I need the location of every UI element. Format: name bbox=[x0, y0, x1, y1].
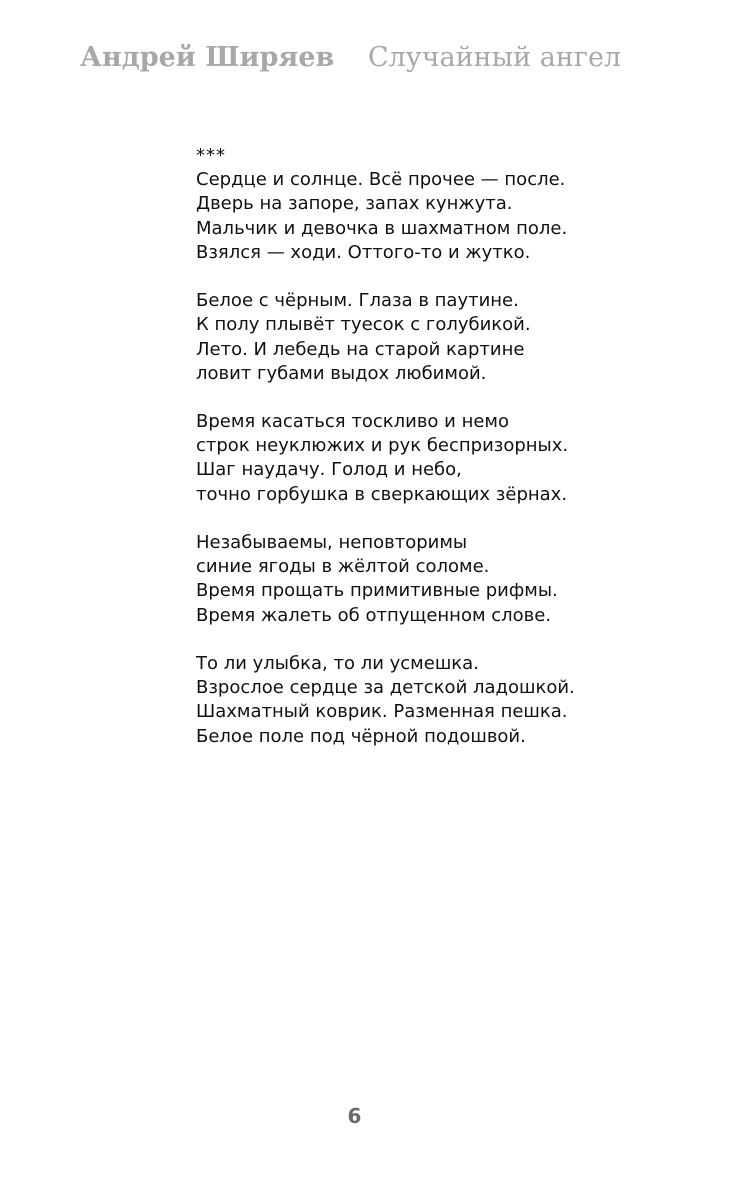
poem-line: К полу плывёт туесок с голубикой. bbox=[196, 314, 531, 336]
page-number: 6 bbox=[347, 1104, 362, 1128]
running-header bbox=[80, 42, 700, 78]
poem-line: синие ягоды в жёлтой соломе. bbox=[196, 556, 490, 578]
poem-line: Взрослое сердце за детской ладошкой. bbox=[196, 677, 575, 699]
header-author: Андрей Ширяев bbox=[80, 42, 335, 73]
poem-line: То ли улыбка, то ли усмешка. bbox=[196, 652, 479, 674]
poem-line: Взялся — ходи. Оттого-то и жутко. bbox=[196, 241, 531, 263]
stanza-3 bbox=[196, 410, 676, 507]
poem-line: Время жалеть об отпущенном слове. bbox=[196, 604, 552, 626]
poem-line: Незабываемы, неповторимы bbox=[196, 532, 468, 553]
poem-line: Время касаться тоскливо и немо bbox=[196, 411, 510, 433]
poem-line: Сердце и солнце. Всё прочее — после. bbox=[196, 169, 566, 191]
stanza-5 bbox=[196, 652, 676, 749]
poem-line: Белое с чёрным. Глаза в паутине. bbox=[196, 290, 519, 312]
poem-line: Лето. И лебедь на старой картине bbox=[196, 338, 525, 360]
poem-line: Шахматный коврик. Разменная пешка. bbox=[196, 701, 568, 723]
poem-line: Шаг наудачу. Голод и небо, bbox=[196, 459, 462, 481]
stanza-1 bbox=[196, 168, 676, 265]
stanza-4 bbox=[196, 531, 676, 628]
stanza-2 bbox=[196, 289, 676, 386]
poem-line: Мальчик и девочка в шахматном поле. bbox=[196, 217, 568, 239]
poem-line: точно горбушка в сверкающих зёрнах. bbox=[196, 483, 568, 505]
poem-line: Время прощать примитивные рифмы. bbox=[196, 580, 558, 602]
poem-line: Дверь на запоре, запах кунжута. bbox=[196, 193, 513, 215]
poem-line: Белое поле под чёрной подошвой. bbox=[196, 725, 526, 747]
poem-section-marker: *** bbox=[196, 145, 226, 166]
poem-line: ловит губами выдох любимой. bbox=[196, 362, 487, 384]
header-book-title: Случайный ангел bbox=[368, 42, 622, 73]
poem-line: строк неуклюжих и рук беспризорных. bbox=[196, 435, 569, 457]
poem bbox=[196, 144, 676, 749]
